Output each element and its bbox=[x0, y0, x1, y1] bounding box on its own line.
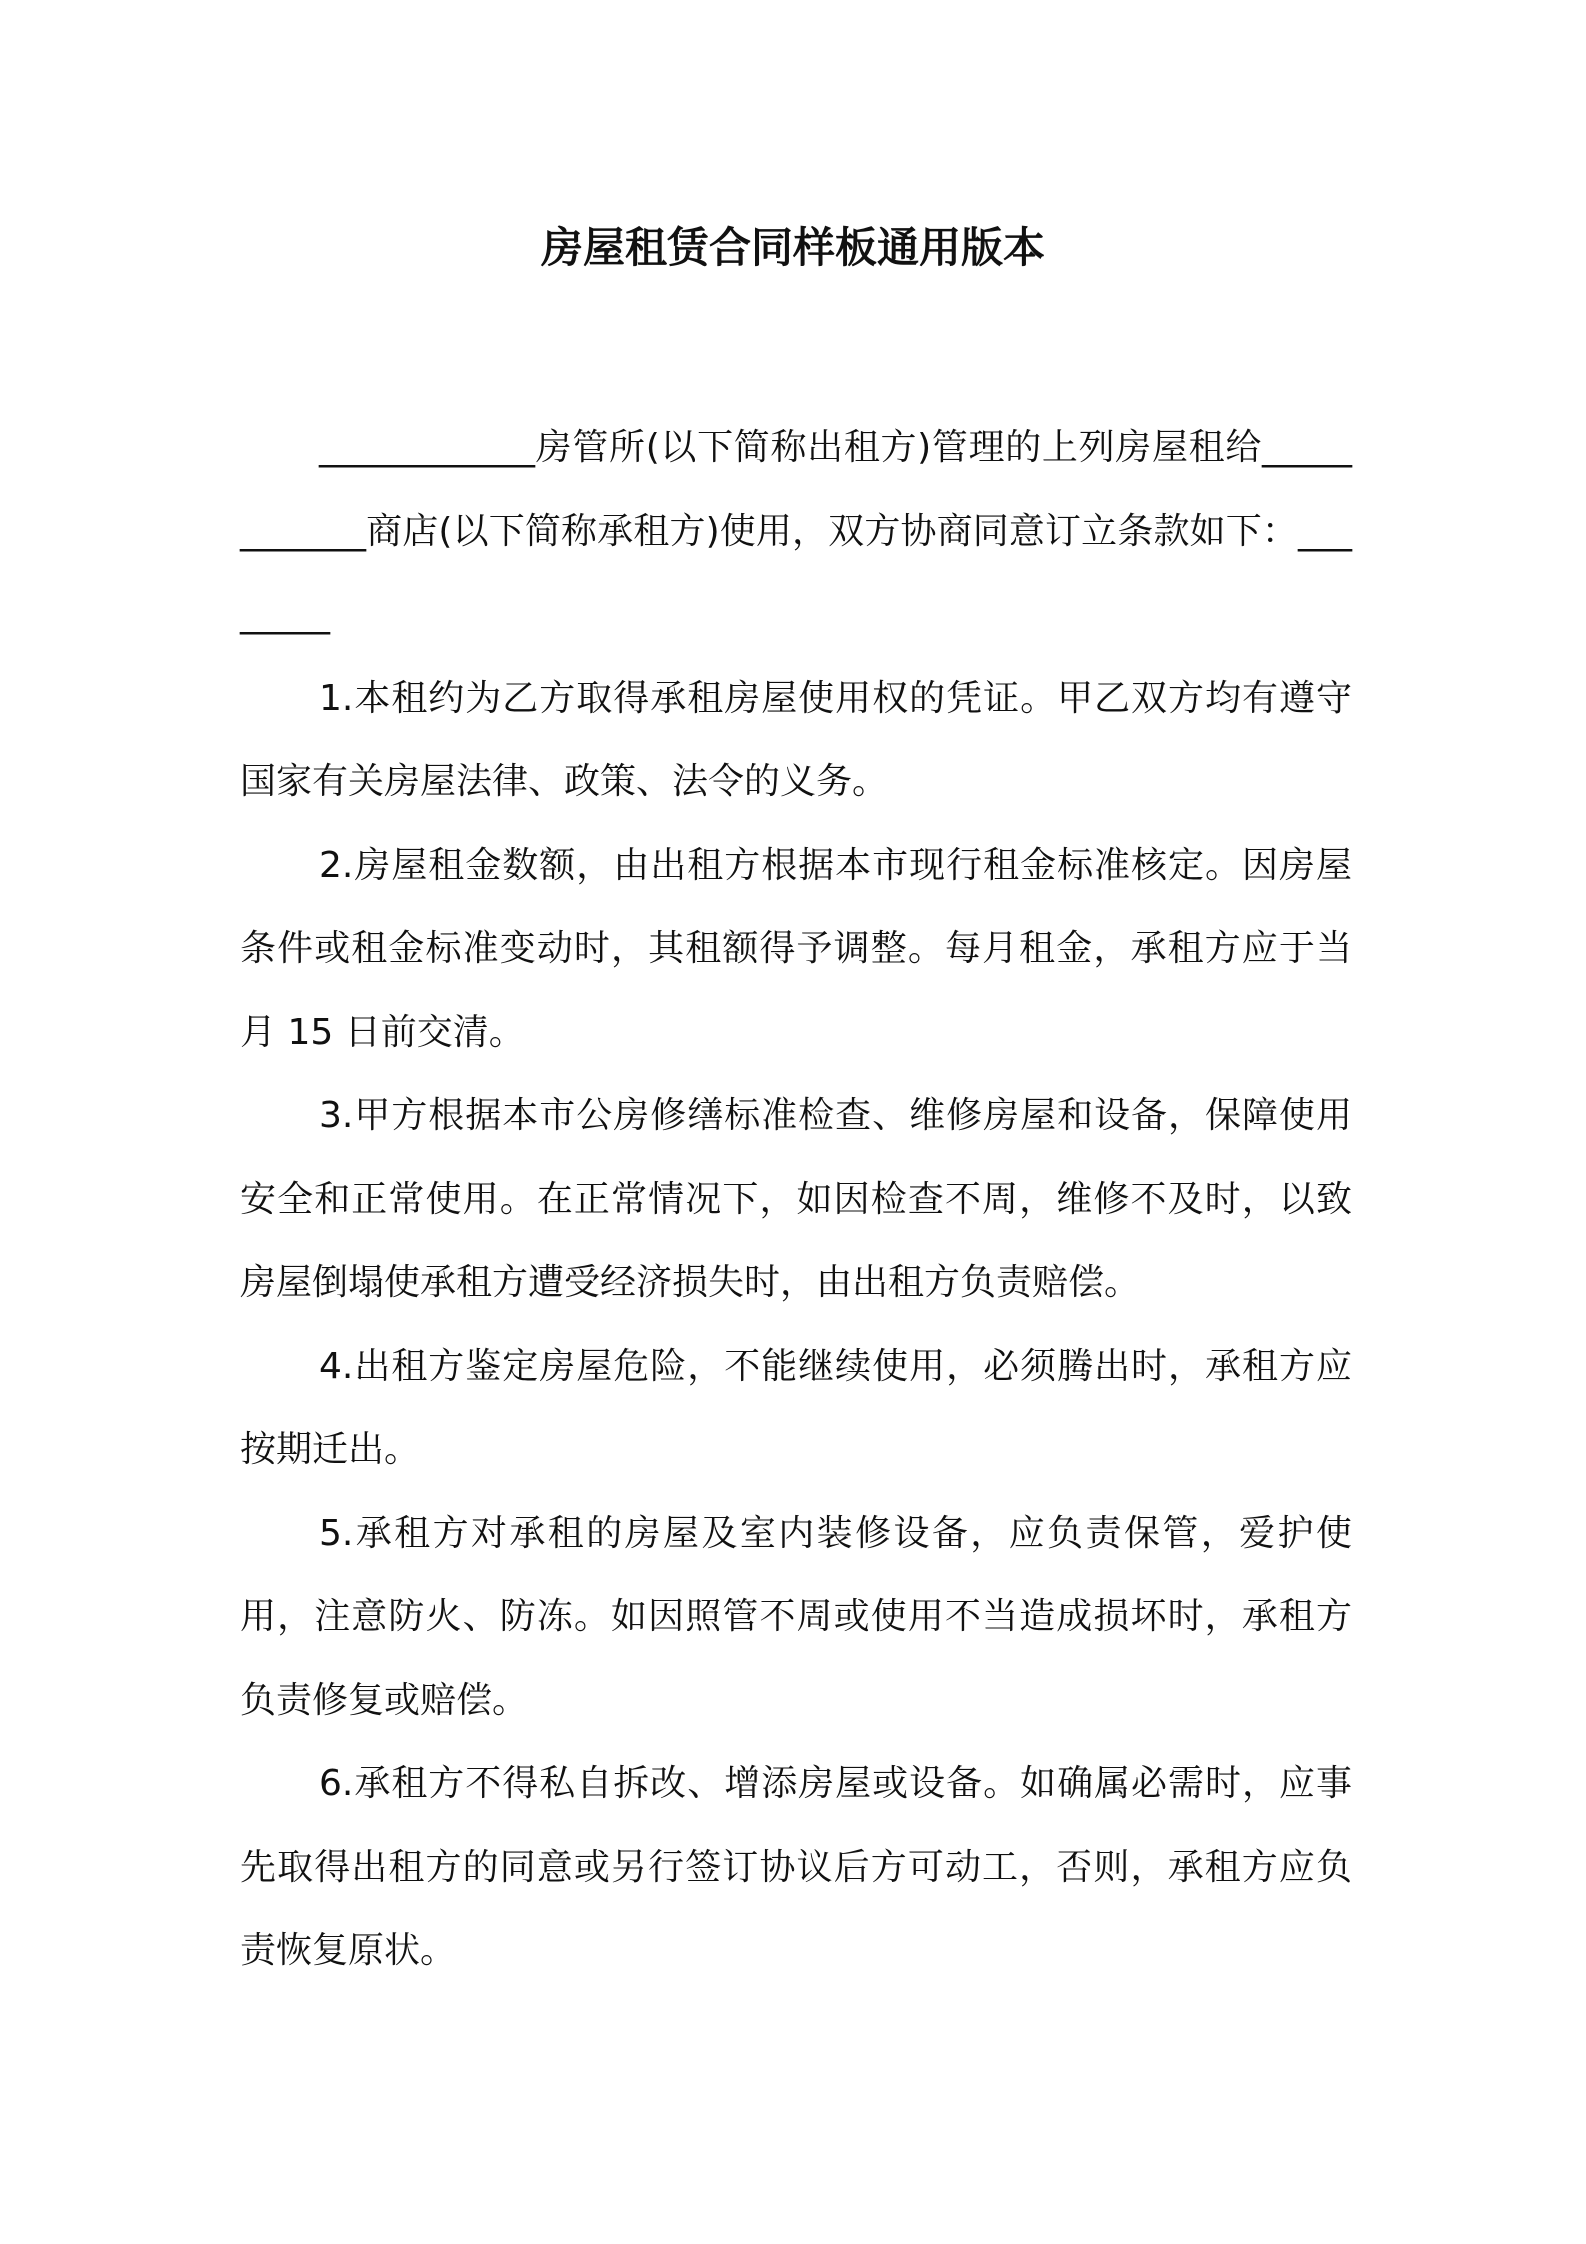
clause-5: 5.承租方对承租的房屋及室内装修设备，应负责保管，爱护使用，注意防火、防冻。如因照管不周或使用不当造成损坏时，承租方负责修复或赔偿。 bbox=[240, 1512, 1352, 1721]
intro-paragraph: ____________房管所(以下简称出租方)管理的上列房屋租给____________商店(以下简称承租方)使用，双方协商同意订立条款如下：________ bbox=[240, 427, 1352, 635]
clause-4: 4.出租方鉴定房屋危险，不能继续使用，必须腾出时，承租方应按期迁出。 bbox=[240, 1345, 1352, 1470]
clause-1: 1.本租约为乙方取得承租房屋使用权的凭证。甲乙双方均有遵守国家有关房屋法律、政策、法令的义务。 bbox=[240, 677, 1352, 802]
clause-2: 2.房屋租金数额，由出租方根据本市现行租金标准核定。因房屋条件或租金标准变动时，其租额得予调整。每月租金，承租方应于当月 15 日前交清。 bbox=[240, 844, 1352, 1053]
clause-3: 3.甲方根据本市公房修缮标准检查、维修房屋和设备，保障使用安全和正常使用。在正常情况下，如因检查不周，维修不及时，以致房屋倒塌使承租方遭受经济损失时，由出租方负责赔偿。 bbox=[240, 1095, 1352, 1303]
clause-6: 6.承租方不得私自拆改、增添房屋或设备。如确属必需时，应事先取得出租方的同意或另行签订协议后方可动工，否则，承租方应负责恢复原状。 bbox=[240, 1763, 1352, 1971]
document-title: 房屋租赁合同样板通用版本 bbox=[540, 223, 1045, 272]
document-body bbox=[240, 406, 1352, 1993]
